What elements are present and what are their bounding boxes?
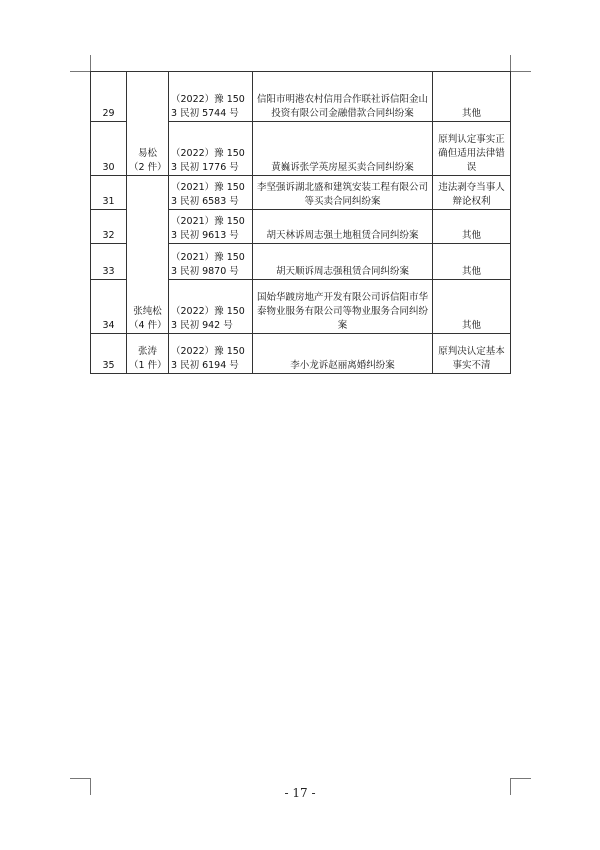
judge-cell	[127, 334, 169, 374]
crop-mark-top-right	[510, 55, 531, 72]
row-number: 32	[91, 210, 127, 244]
row-number: 35	[91, 334, 127, 374]
reason: 其他	[433, 72, 511, 122]
reason: 其他	[433, 210, 511, 244]
case-number: （2022）豫 1503 民初 942 号	[169, 280, 253, 334]
case-number: （2021）豫 1503 民初 6583 号	[169, 176, 253, 210]
case-name: 李坚强诉湖北盛和建筑安装工程有限公司等买卖合同纠纷案	[253, 176, 433, 210]
page-number: - 17 -	[284, 786, 316, 800]
case-table	[90, 71, 511, 374]
table-row	[91, 334, 511, 374]
table-row	[91, 72, 511, 122]
row-number: 29	[91, 72, 127, 122]
judge-cell	[127, 176, 169, 334]
row-number: 30	[91, 122, 127, 176]
case-number: （2022）豫 1503 民初 6194 号	[169, 334, 253, 374]
case-name: 李小龙诉赵丽离婚纠纷案	[253, 334, 433, 374]
case-name: 胡天顺诉周志强租赁合同纠纷案	[253, 244, 433, 280]
judge-case-count: （2 件）	[129, 162, 167, 173]
reason: 违法剥夺当事人辩论权利	[433, 176, 511, 210]
case-number: （2022）豫 1503 民初 1776 号	[169, 122, 253, 176]
reason: 原判认定事实正确但适用法律错误	[433, 122, 511, 176]
case-name: 国始华踱房地产开发有限公司诉信阳市华泰物业服务有限公司等物业服务合同纠纷案	[253, 280, 433, 334]
row-number: 33	[91, 244, 127, 280]
reason: 其他	[433, 244, 511, 280]
table-row	[91, 176, 511, 210]
crop-mark-top-left	[70, 55, 91, 72]
row-number: 31	[91, 176, 127, 210]
reason: 原判决认定基本事实不清	[433, 334, 511, 374]
judge-name: 张纯松	[133, 306, 162, 317]
case-name: 胡天林诉周志强土地租赁合同纠纷案	[253, 210, 433, 244]
case-name: 信阳市明港农村信用合作联社诉信阳金山投资有限公司金融借款合同纠纷案	[253, 72, 433, 122]
reason: 其他	[433, 280, 511, 334]
row-number: 34	[91, 280, 127, 334]
case-number: （2021）豫 1503 民初 9870 号	[169, 244, 253, 280]
judge-name: 易松	[137, 148, 157, 159]
judge-name: 张涛	[137, 346, 157, 357]
case-number: （2022）豫 1503 民初 5744 号	[169, 72, 253, 122]
judge-case-count: （4 件）	[129, 320, 167, 331]
case-number: （2021）豫 1503 民初 9613 号	[169, 210, 253, 244]
judge-case-count: （1 件）	[129, 360, 167, 371]
case-name: 黄巍诉张学英房屋买卖合同纠纷案	[253, 122, 433, 176]
judge-cell	[127, 72, 169, 176]
